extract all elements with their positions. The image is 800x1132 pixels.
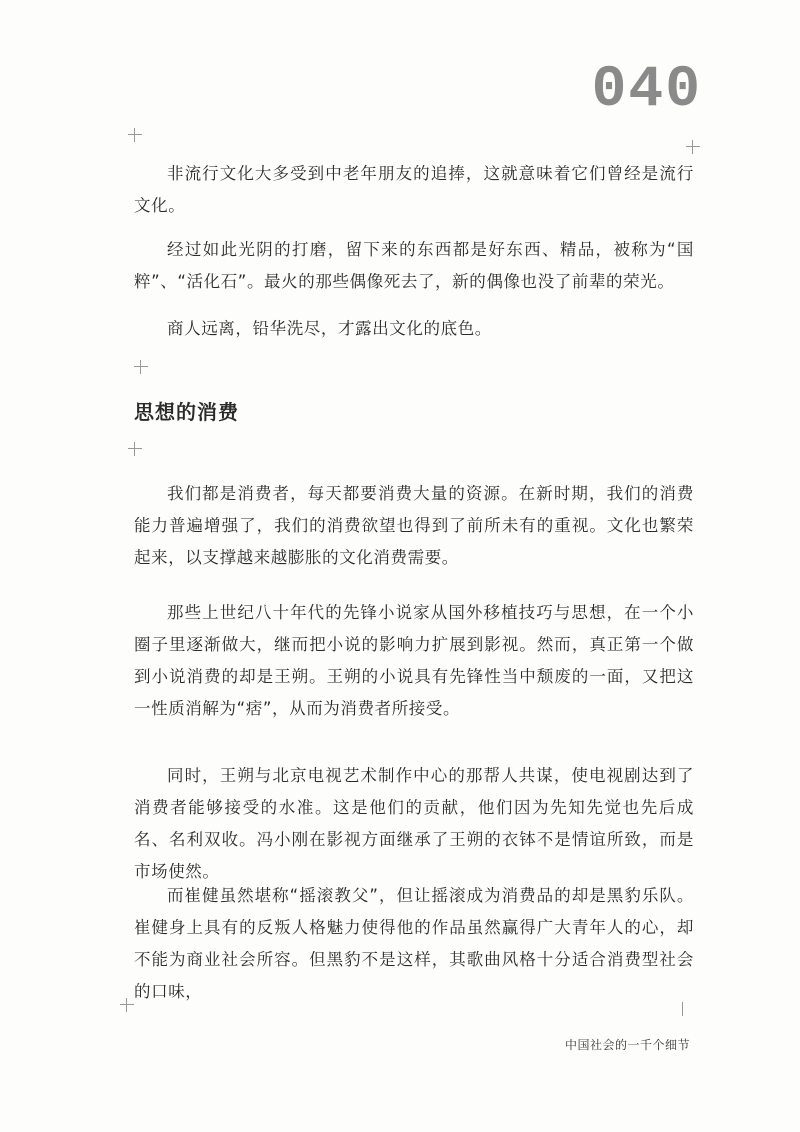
paragraph-3: 商人远离，铅华洗尽，才露出文化的底色。 — [167, 319, 492, 338]
section-paragraph-1: 我们都是消费者，每天都要消费大量的资源。在新时期，我们的消费能力普遍增强了，我们的消费欲望也得到了前所未有的重视。文化也繁荣起来，以支撑越来越膨胀的文化消费需要。 — [134, 484, 694, 567]
running-footer: 中国社会的一千个细节 — [565, 1038, 691, 1052]
crop-mark-bottom-left — [120, 998, 134, 1012]
paragraph-2: 经过如此光阴的打磨，留下来的东西都是好东西、精品，被称为“国粹”、“活化石”。最火的那些偶像死去了，新的偶像也没了前辈的荣光。 — [134, 240, 694, 291]
section-paragraph-4: 而崔健虽然堪称“摇滚教父”，但让摇滚成为消费品的却是黑豹乐队。崔健身上具有的反叛人格魅力使得他的作品虽然赢得广大青年人的心，却不能为商业社会所容。但黑豹不是这样，其歌曲风格十分适合消费型社会的口味， — [134, 886, 694, 1001]
paragraph-1: 非流行文化大多受到中老年朋友的追捧，这就意味着它们曾经是流行文化。 — [134, 164, 694, 215]
crop-mark-section-left — [128, 442, 142, 456]
crop-mark-top-right — [686, 140, 700, 154]
section-title: 思想的消费 — [134, 400, 239, 424]
section-paragraph-3: 同时，王朔与北京电视艺术制作中心的那帮人共谋，使电视剧达到了消费者能够接受的水准。这是他们的贡献，他们因为先知先觉也先后成名、名利双收。冯小刚在影视方面继承了王朔的衣钵不是情谊所致，而是市场使然。 — [134, 766, 694, 881]
crop-mark-mid-left — [134, 360, 148, 374]
page-number: 040 — [591, 58, 702, 123]
section-paragraph-2: 那些上世纪八十年代的先锋小说家从国外移植技巧与思想，在一个小圈子里逐渐做大，继而把小说的影响力扩展到影视。然而，真正第一个做到小说消费的却是王朔。王朔的小说具有先锋性当中颓废的一面，又把这一性质消解为“痞”，从而为消费者所接受。 — [134, 603, 694, 718]
crop-mark-top-left — [128, 128, 142, 142]
